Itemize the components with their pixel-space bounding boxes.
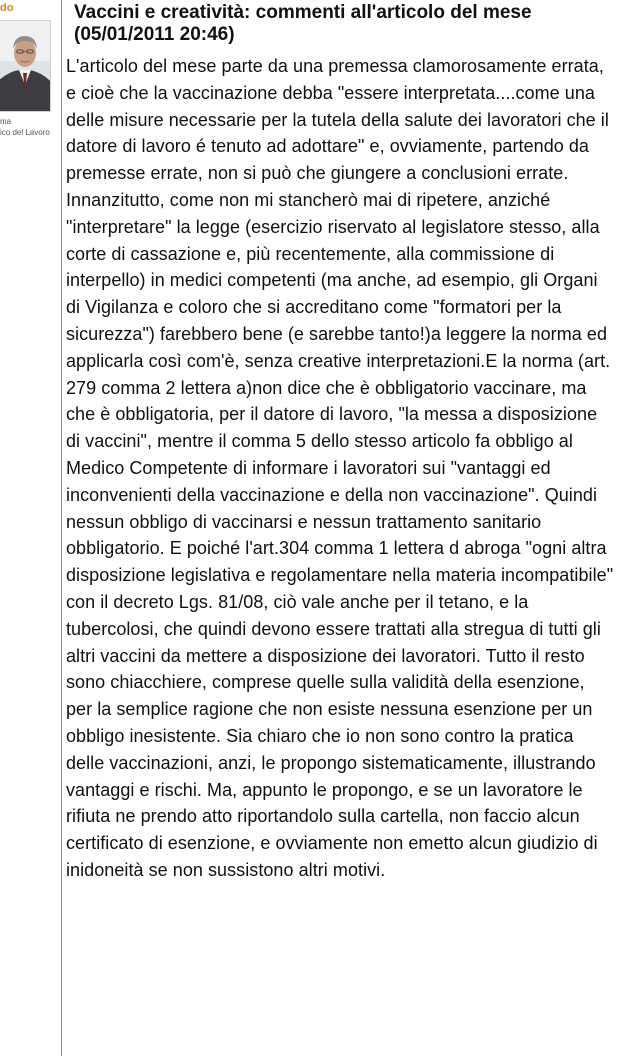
post-content xyxy=(66,2,614,884)
post-title: Vaccini e creatività: commenti all'articolo del mese (05/01/2011 20:46) xyxy=(74,2,532,45)
author-role: ico del Lavoro xyxy=(0,128,50,137)
column-divider xyxy=(61,0,62,1056)
sidebar-label: do xyxy=(0,2,14,14)
author-sidebar xyxy=(0,0,60,1056)
author-photo-icon xyxy=(0,21,50,111)
author-name[interactable]: ma xyxy=(0,117,12,126)
post-body: L'articolo del mese parte da una premessa clamorosamente errata, e cioè che la vaccinazione debba "essere interpretata....come una delle misure necessarie per la tutela della salute dei lavoratori che il datore di lavoro é tenuto ad adottare" e, ovviamente, partendo da premesse errate, non si può che giungere a conclusioni errate. Innanzitutto, come non mi stancherò mai di ripetere, anziché "interpretare" la legge (esercizio riservato al legislatore stesso, alla corte di cassazione e, più recentemente, alla commissione di interpello) in medici competenti (ma anche, ad esempio, gli Organi di Vigilanza e coloro che si accreditano come "formatori per la sicurezza") farebbero bene (e sarebbe tanto!)a leggere la norma ed applicarla così com'è, senza creative interpretazioni.E la norma (art. 279 comma 2 lettera a)non dice che è obbligatorio vaccinare, ma che è obbligatoria, per il datore di lavoro, "la messa a disposizione di vaccini", mentre il comma 5 dello stesso articolo fa obbligo al Medico Competente di informare i lavoratori sui "vantaggi ed inconvenienti della vaccinazione e della non vaccinazione". Quindi nessun obbligo di vaccinarsi e nessun trattamento sanitario obbligatorio. E poiché l'art.304 comma 1 lettera d abroga "ogni altra disposizione legislativa e regolamentare nella materia incompatibile" con il decreto Lgs. 81/08, ciò vale anche per il tetano, e la tubercolosi, che quindi devono essere trattati alla stregua di tutti gli altri vaccini da mettere a disposizione dei lavoratori. Tutto il resto sono chiacchiere, comprese quelle sulla validità della esenzione, per la semplice ragione che non esiste nessuna esenzione per un obbligo inesistente. Sia chiaro che io non sono contro la pratica delle vaccinazioni, anzi, le propongo sistematicamente, illustrando vantaggi e rischi. Ma, appunto le propongo, e se un lavoratore le rifiuta ne prendo atto riportandolo sulla cartella, non faccio alcun certificato di esenzione, e ovviamente non emetto alcun giudizio di inidoneità se non sussistono altri motivi. xyxy=(66,56,614,880)
avatar[interactable] xyxy=(0,20,51,112)
